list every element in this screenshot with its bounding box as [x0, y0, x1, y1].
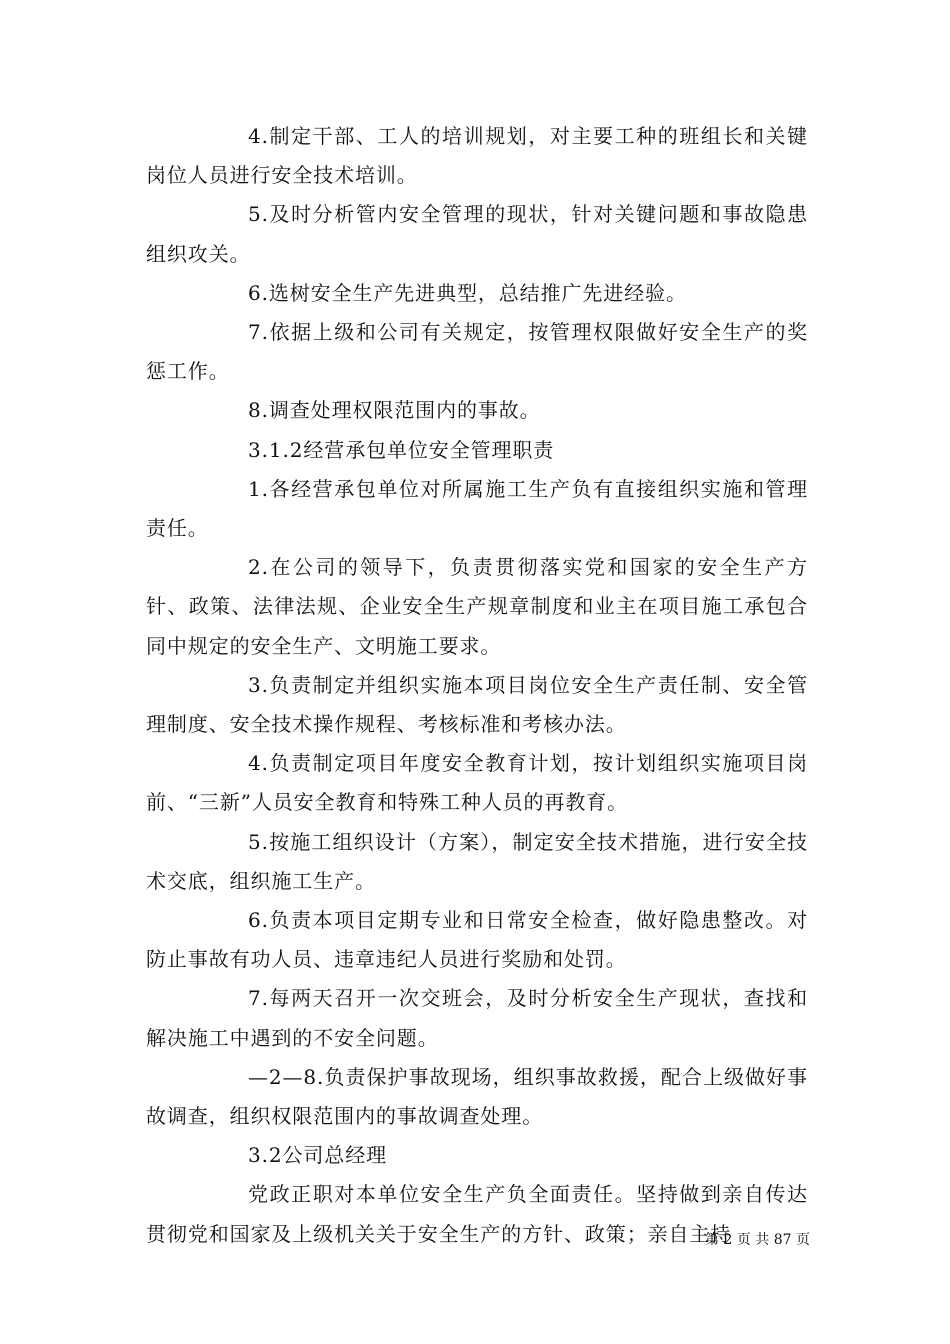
section-heading-3-2: 3.2公司总经理 — [248, 1143, 388, 1168]
paragraph-14: 党政正职对本单位安全生产负全面责任。坚持做到亲自传达贯彻党和国家及上级机关关于安全生产的方针、政策；亲自主持 — [146, 1182, 808, 1246]
page-number-footer: 第 2 页 共 87 页 — [705, 1232, 810, 1248]
paragraph-5: 8.调查处理权限范围内的事故。 — [248, 398, 541, 423]
paragraph-12: 7.每两天召开一次交班会，及时分析安全生产现状，查找和解决施工中遇到的不安全问题。 — [146, 986, 808, 1050]
paragraph-4: 7.依据上级和公司有关规定，按管理权限做好安全生产的奖惩工作。 — [146, 320, 808, 384]
paragraph-3: 6.选树安全生产先进典型，总结推广先进经验。 — [248, 280, 687, 305]
paragraph-7: 2.在公司的领导下，负责贯彻落实党和国家的安全生产方针、政策、法律法规、企业安全生产规章制度和业主在项目施工承包合同中规定的安全生产、文明施工要求。 — [146, 555, 808, 658]
document-body — [146, 117, 808, 1254]
paragraph-9: 4.负责制定项目年度安全教育计划，按计划组织实施项目岗前、“三新”人员安全教育和特殊工种人员的再教育。 — [146, 751, 808, 815]
paragraph-13: —2—8.负责保护事故现场，组织事故救援，配合上级做好事故调查，组织权限范围内的事故调查处理。 — [146, 1064, 808, 1129]
paragraph-2: 5.及时分析管内安全管理的现状，针对关键问题和事故隐患组织攻关。 — [146, 202, 808, 266]
paragraph-8: 3.负责制定并组织实施本项目岗位安全生产责任制、安全管理制度、安全技术操作规程、考核标准和考核办法。 — [146, 672, 808, 737]
paragraph-1: 4.制定干部、工人的培训规划，对主要工种的班组长和关键岗位人员进行安全技术培训。 — [146, 124, 808, 188]
paragraph-10: 5.按施工组织设计（方案），制定安全技术措施，进行安全技术交底，组织施工生产。 — [146, 829, 808, 893]
paragraph-11: 6.负责本项目定期专业和日常安全检查，做好隐患整改。对防止事故有功人员、违章违纪人员进行奖励和处罚。 — [146, 908, 808, 972]
paragraph-6: 1.各经营承包单位对所属施工生产负有直接组织实施和管理责任。 — [146, 476, 808, 541]
section-heading-3-1-2: 3.1.2经营承包单位安全管理职责 — [248, 437, 555, 462]
